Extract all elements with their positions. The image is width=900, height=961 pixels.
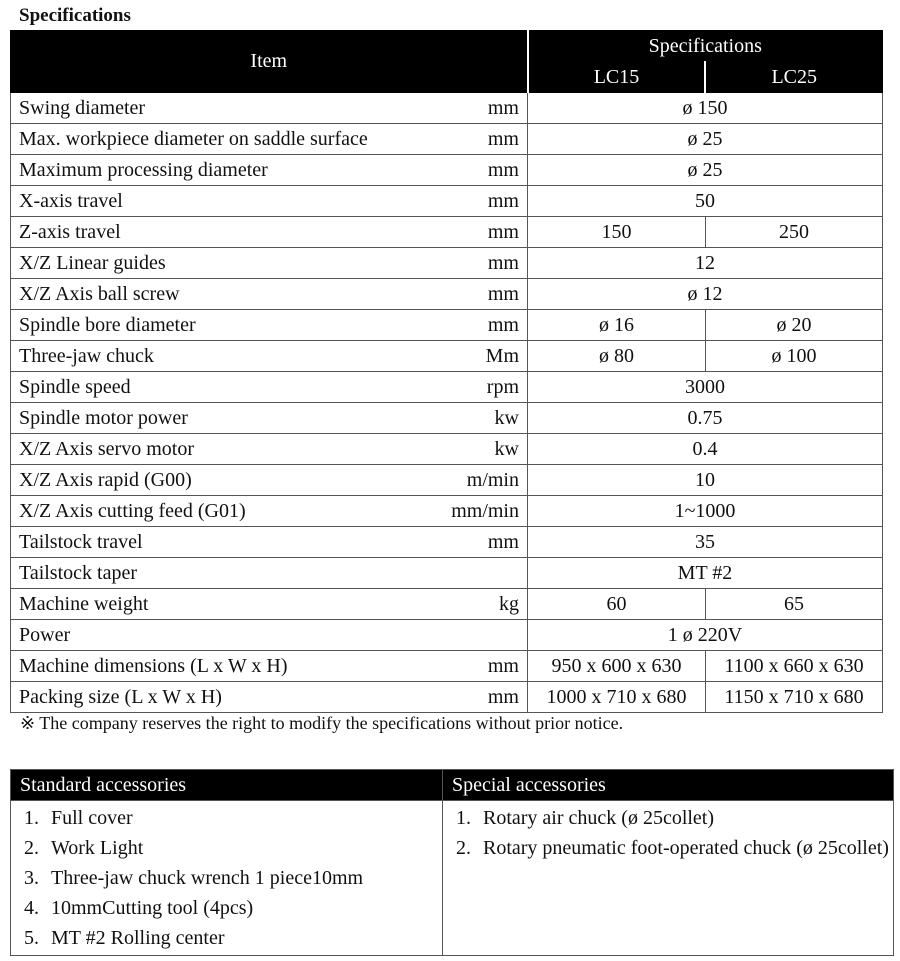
spec-value: 60 (528, 589, 706, 620)
spec-name: X/Z Axis servo motor (11, 434, 440, 465)
spec-row (11, 589, 883, 620)
spec-name: Maximum processing diameter (11, 155, 440, 186)
spec-value: ø 25 (528, 155, 883, 186)
spec-name: X/Z Axis ball screw (11, 279, 440, 310)
spec-row (11, 124, 883, 155)
spec-value: ø 150 (528, 93, 883, 124)
spec-unit: Mm (439, 341, 528, 372)
spec-row (11, 217, 883, 248)
spec-unit: mm (439, 279, 528, 310)
spec-unit: mm (439, 124, 528, 155)
spec-name: Z-axis travel (11, 217, 440, 248)
spec-unit: mm (439, 310, 528, 341)
spec-value: 1 ø 220V (528, 620, 883, 651)
spec-row (11, 93, 883, 124)
spec-row (11, 403, 883, 434)
accessory-item: 5. MT #2 Rolling center (49, 923, 442, 953)
spec-name: Swing diameter (11, 93, 440, 124)
spec-name: Power (11, 620, 440, 651)
spec-unit: mm (439, 682, 528, 713)
spec-name: X/Z Axis cutting feed (G01) (11, 496, 440, 527)
spec-value: 150 (528, 217, 706, 248)
standard-accessories-cell (11, 801, 443, 956)
spec-value: ø 16 (528, 310, 706, 341)
spec-unit: mm (439, 155, 528, 186)
spec-unit: mm (439, 186, 528, 217)
page-title: Specifications (19, 5, 131, 26)
spec-unit (439, 558, 528, 589)
spec-unit: mm (439, 527, 528, 558)
special-accessories-header: Special accessories (443, 770, 894, 801)
specifications-body (11, 93, 883, 713)
spec-unit: kg (439, 589, 528, 620)
spec-value: 1100 x 660 x 630 (705, 651, 882, 682)
spec-value: 950 x 600 x 630 (528, 651, 706, 682)
special-accessories-cell (443, 801, 894, 956)
spec-unit: kw (439, 434, 528, 465)
spec-value: MT #2 (528, 558, 883, 589)
spec-name: Machine weight (11, 589, 440, 620)
standard-accessories-header: Standard accessories (11, 770, 443, 801)
spec-row (11, 527, 883, 558)
spec-unit: mm (439, 93, 528, 124)
spec-row (11, 434, 883, 465)
spec-name: X-axis travel (11, 186, 440, 217)
spec-name: Spindle speed (11, 372, 440, 403)
spec-name: X/Z Axis rapid (G00) (11, 465, 440, 496)
item-header: Item (11, 31, 528, 93)
accessory-item: 2. Rotary pneumatic foot-operated chuck (ø 25collet) (481, 833, 893, 863)
standard-accessories-list (11, 803, 442, 953)
spec-row (11, 496, 883, 527)
spec-name: Max. workpiece diameter on saddle surface (11, 124, 440, 155)
spec-value: 1000 x 710 x 680 (528, 682, 706, 713)
spec-unit (439, 620, 528, 651)
spec-unit: rpm (439, 372, 528, 403)
model-header-lc25: LC25 (705, 62, 882, 93)
spec-name: X/Z Linear guides (11, 248, 440, 279)
spec-row (11, 279, 883, 310)
spec-value: 1~1000 (528, 496, 883, 527)
spec-name: Spindle bore diameter (11, 310, 440, 341)
spec-row (11, 620, 883, 651)
spec-unit: mm/min (439, 496, 528, 527)
accessory-item: 3. Three-jaw chuck wrench 1 piece10mm (49, 863, 442, 893)
spec-row (11, 341, 883, 372)
disclaimer-note: ※ The company reserves the right to modify the specifications without prior notice. (20, 713, 624, 733)
spec-unit: kw (439, 403, 528, 434)
spec-row (11, 682, 883, 713)
spec-value: 3000 (528, 372, 883, 403)
spec-unit: mm (439, 248, 528, 279)
spec-unit: mm (439, 217, 528, 248)
spec-value: 1150 x 710 x 680 (705, 682, 882, 713)
spec-value: ø 20 (705, 310, 882, 341)
accessory-item: 2. Work Light (49, 833, 442, 863)
spec-row (11, 310, 883, 341)
spec-row (11, 248, 883, 279)
accessory-item: 1. Rotary air chuck (ø 25collet) (481, 803, 893, 833)
spec-name: Tailstock travel (11, 527, 440, 558)
spec-row (11, 155, 883, 186)
spec-unit: mm (439, 651, 528, 682)
spec-name: Spindle motor power (11, 403, 440, 434)
model-header-lc15: LC15 (528, 62, 706, 93)
spec-row (11, 651, 883, 682)
spec-name: Three-jaw chuck (11, 341, 440, 372)
spec-row (11, 465, 883, 496)
spec-value: ø 12 (528, 279, 883, 310)
spec-value: ø 25 (528, 124, 883, 155)
spec-value: 0.75 (528, 403, 883, 434)
spec-value: ø 100 (705, 341, 882, 372)
spec-value: 10 (528, 465, 883, 496)
spec-row (11, 186, 883, 217)
spec-row (11, 372, 883, 403)
accessories-table (10, 769, 894, 956)
special-accessories-list (443, 803, 893, 863)
spec-value: ø 80 (528, 341, 706, 372)
spec-name: Tailstock taper (11, 558, 440, 589)
spec-name: Packing size (L x W x H) (11, 682, 440, 713)
spec-value: 35 (528, 527, 883, 558)
spec-unit: m/min (439, 465, 528, 496)
accessory-item: 1. Full cover (49, 803, 442, 833)
spec-value: 0.4 (528, 434, 883, 465)
accessory-item: 4. 10mmCutting tool (4pcs) (49, 893, 442, 923)
spec-value: 50 (528, 186, 883, 217)
spec-name: Machine dimensions (L x W x H) (11, 651, 440, 682)
spec-value: 250 (705, 217, 882, 248)
specifications-header: Specifications (528, 31, 883, 62)
spec-value: 12 (528, 248, 883, 279)
spec-value: 65 (705, 589, 882, 620)
specifications-table (10, 30, 883, 713)
spec-row (11, 558, 883, 589)
